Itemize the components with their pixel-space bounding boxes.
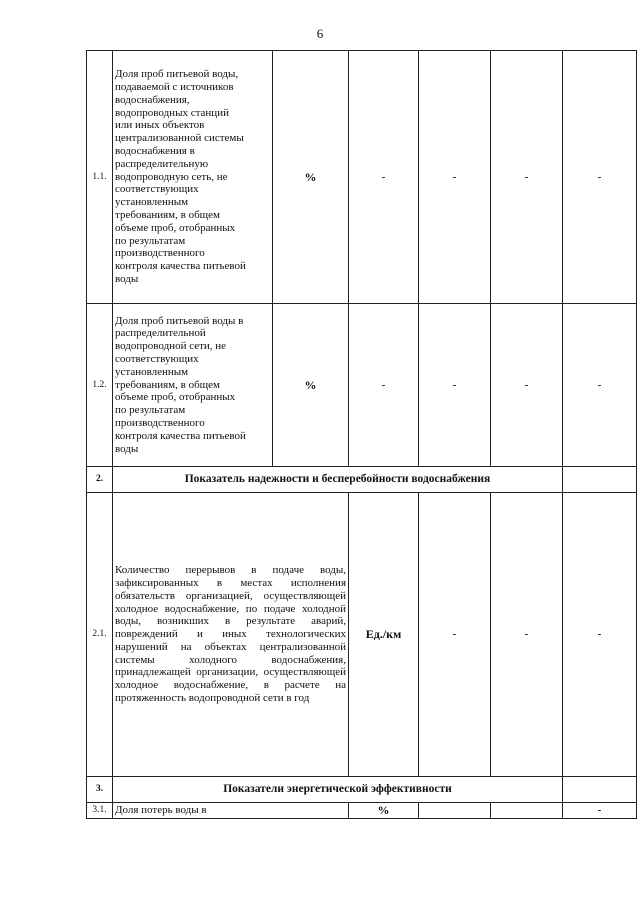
value-cell: - [491, 493, 563, 777]
value-cell: - [563, 51, 637, 304]
empty-cell [563, 467, 637, 493]
value-cell: - [563, 493, 637, 777]
section-row [87, 777, 637, 803]
table-row [87, 493, 637, 777]
unit-cell: % [273, 51, 349, 304]
row-number: 1.1. [87, 51, 113, 304]
value-cell: - [419, 493, 491, 777]
indicator-description: Количество перерывов в подаче воды, зафиксированных в местах исполнения обязательств организацией, осуществляющей холодное водоснабжение, по подаче холодной воды, возникших в результате аварий, повреждений и иных технологических нарушений на объектах централизованной системы холодного водоснабжения, принадлежащей организации, осуществляющей холодное водоснабжение, в расчете на протяженность водопроводной сети в год [113, 493, 349, 777]
table-row [87, 803, 637, 819]
section-title: Показатель надежности и бесперебойности водоснабжения [113, 467, 563, 493]
unit-cell: Ед./км [349, 493, 419, 777]
indicator-description: Доля проб питьевой воды, подаваемой с источников водоснабжения, водопроводных станций или иных объектов централизованной системы водоснабжения в распределительную водопроводную сеть, не соответствующих установленным требованиям, в общем объеме проб, отобранных по результатам производственного контроля качества питьевой воды [113, 51, 273, 304]
section-number: 2. [87, 467, 113, 493]
indicator-description: Доля потерь воды в [113, 803, 349, 819]
section-title: Показатели энергетической эффективности [113, 777, 563, 803]
indicator-description: Доля проб питьевой воды в распределительной водопроводной сети, не соответствующих установленным требованиям, в общем объеме проб, отобранных по результатам производственного контроля качества питьевой воды [113, 304, 273, 467]
value-cell: - [563, 803, 637, 819]
indicators-table [86, 50, 637, 819]
table-row [87, 51, 637, 304]
table-row [87, 304, 637, 467]
row-number: 2.1. [87, 493, 113, 777]
value-cell: - [349, 304, 419, 467]
page-number: 6 [316, 26, 324, 41]
unit-cell: % [273, 304, 349, 467]
unit-cell: % [349, 803, 419, 819]
value-cell [419, 803, 491, 819]
row-number: 1.2. [87, 304, 113, 467]
value-cell: - [491, 51, 563, 304]
row-number: 3.1. [87, 803, 113, 819]
empty-cell [563, 777, 637, 803]
section-row [87, 467, 637, 493]
value-cell: - [349, 51, 419, 304]
value-cell: - [563, 304, 637, 467]
value-cell: - [491, 304, 563, 467]
value-cell: - [419, 51, 491, 304]
section-number: 3. [87, 777, 113, 803]
value-cell [491, 803, 563, 819]
value-cell: - [419, 304, 491, 467]
